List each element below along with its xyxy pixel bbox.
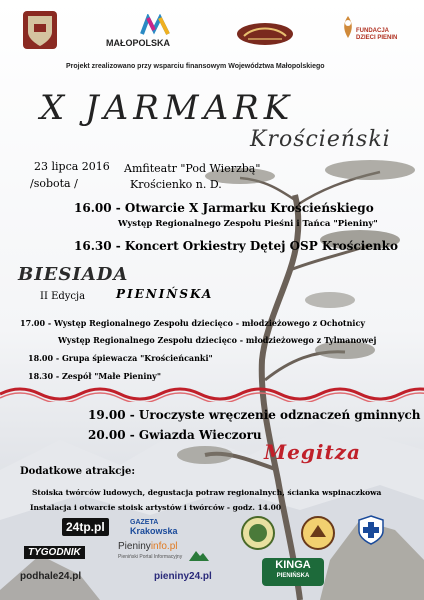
biesiada-item-tylmanowa: Występ Regionalnego Zespołu dziecięco - młodzieżowego z Tylmanowej <box>58 335 377 345</box>
fundacja-line2: DZIECI PIENIN <box>356 35 398 41</box>
fundacja-line1: FUNDACJA <box>356 28 389 34</box>
gazeta-line2: Krakowska <box>130 526 178 536</box>
venue-line2: Krościenko n. D. <box>130 178 222 191</box>
evening-time: 20.00 <box>88 428 126 442</box>
evening-item-1900 <box>88 408 421 422</box>
biesiada-time: 18.30 <box>28 371 54 381</box>
biesiada-text: - Zespół "Małe Pieniny" <box>55 371 161 381</box>
event-date: 23 lipca 2016 <box>34 160 110 173</box>
venue-line1: Amfiteatr "Pod Wierzbą" <box>124 162 261 175</box>
schedule-item-pieniny: Występ Regionalnego Zespołu Pieśni i Tańca "Pieniny" <box>118 219 378 229</box>
regional-group-logo-icon <box>236 22 294 46</box>
extras-heading: Dodatkowe atrakcje: <box>20 466 136 477</box>
sponsor-podhale24-logo: podhale24.pl <box>20 571 82 582</box>
evening-item-2000 <box>88 428 262 442</box>
schedule-item-1600 <box>74 201 374 215</box>
sponsor-24tp-logo: 24tp.pl <box>62 518 109 536</box>
biesiada-text: - Grupa śpiewacza "Krościeńcanki" <box>55 353 213 363</box>
fundacja-label <box>356 28 397 42</box>
sponsor-kinga-pieninska-logo <box>262 558 324 586</box>
schedule-text: - Otwarcie X Jarmarku Krościeńskiego <box>115 201 374 215</box>
biesiada-item-1700 <box>20 318 365 328</box>
event-day: /sobota / <box>30 177 78 190</box>
sponsor-tygodnik-logo: TYGODNIK <box>24 546 85 559</box>
decorative-divider <box>0 384 424 402</box>
extras-line2: Instalacja i otwarcie stoisk artystów i twórców - godz. 14.00 <box>30 503 282 512</box>
malopolska-label: MAŁOPOLSKA <box>106 38 170 48</box>
event-title: X JARMARK <box>40 88 295 128</box>
schedule-item-1630 <box>74 239 398 253</box>
mountain-logo-icon <box>188 548 210 562</box>
funding-note: Projekt zrealizowano przy wsparciu finansowym Województwa Małopolskiego <box>66 63 325 70</box>
sponsor-regional-badge-icon <box>300 515 336 551</box>
schedule-time: 16.30 <box>74 239 112 253</box>
evening-text: - Gwiazda Wieczoru <box>129 428 262 442</box>
evening-time: 19.00 <box>88 408 126 422</box>
headliner: Megitza <box>264 440 361 464</box>
evening-text: - Uroczyste wręczenie odznaczeń gminnych <box>129 408 421 422</box>
schedule-time: 16.00 <box>74 201 112 215</box>
biesiada-text: - Występ Regionalnego Zespołu dziecięco - młodzieżowego z Ochotnicy <box>47 318 365 328</box>
sponsor-pieniny24-logo: pieniny24.pl <box>154 571 212 582</box>
extras-line1: Stoiska twórców ludowych, degustacja potraw regionalnych, ścianka wspinaczkowa <box>32 488 382 497</box>
gopr-rescue-cross-icon <box>358 515 384 545</box>
kinga-line2: PIENIŃSKA <box>276 573 310 579</box>
biesiada-edition: II Edycja <box>40 291 86 302</box>
sponsor-gazeta-krakowska-logo <box>130 518 178 536</box>
event-subtitle: Krościeński <box>250 127 391 152</box>
kinga-line1: KINGA <box>275 559 311 571</box>
sponsor-pieniny-info-logo <box>118 540 182 562</box>
biesiada-title: BIESIADA <box>18 264 129 285</box>
krościenko-coat-of-arms-icon <box>22 10 58 50</box>
gazeta-line1: GAZETA <box>130 519 159 526</box>
pieniny-info-part1: Pieniny <box>118 541 151 552</box>
pieniny-info-part2: info.pl <box>150 541 178 552</box>
pieniny-info-tagline: Pieniński Portal Informacyjny <box>118 554 183 560</box>
biesiada-time: 17.00 <box>20 318 46 328</box>
malopolska-logo-icon <box>140 14 170 36</box>
biesiada-item-1800 <box>28 353 213 363</box>
sponsor-round-badge-icon <box>240 515 276 551</box>
schedule-text: - Koncert Orkiestry Dętej OSP Krościenko <box>115 239 398 253</box>
biesiada-item-1830 <box>28 371 161 381</box>
biesiada-subtitle: PIENIŃSKA <box>116 287 214 301</box>
biesiada-time: 18.00 <box>28 353 54 363</box>
